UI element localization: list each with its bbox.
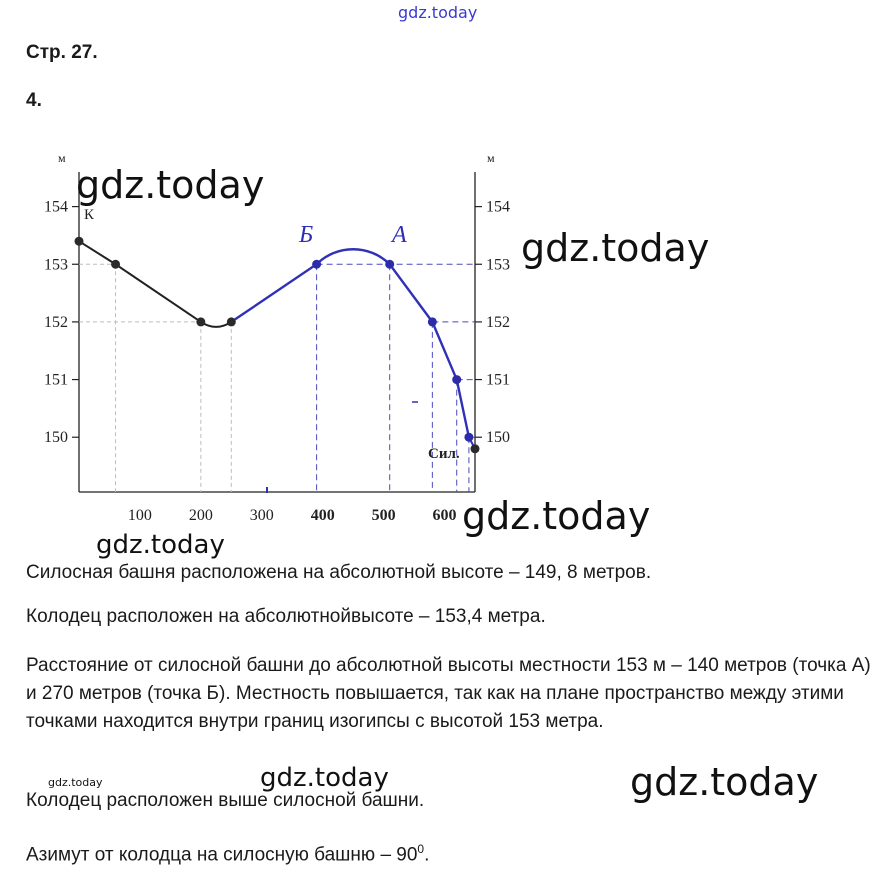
y-tick-label-right: 154: [486, 198, 510, 216]
label-start: К: [84, 207, 95, 223]
paragraph-1: Силосная башня расположена на абсолютной высоте – 149, 8 метров.: [26, 562, 652, 583]
x-tick-group: [128, 507, 457, 524]
profile-line-blue: [231, 249, 469, 437]
y-tick-label-left: 152: [44, 313, 68, 331]
x-tick-label: 200: [188, 507, 213, 524]
profile-point: [464, 433, 473, 442]
paragraph-3: Расстояние от силосной башни до абсолютной высоты местности 153 м – 140 метров (точка А) и 270 метров (точка Б). Местность повышается, так как на плане пространство между этими точками находится внутри границ изогипсы с высотой 153 метра.: [26, 655, 871, 732]
watermark-2: gdz.today: [521, 226, 710, 270]
label-point-a: А: [392, 222, 407, 248]
profile-point: [111, 260, 120, 269]
watermark-6: gdz.today: [260, 763, 389, 793]
profile-point: [452, 375, 461, 384]
x-tick-label: 600: [432, 507, 457, 524]
x-tick-label: 300: [249, 507, 274, 524]
watermark-5: gdz.today: [48, 776, 103, 789]
y-tick-label-left: 151: [44, 371, 68, 389]
profile-line-black: [79, 241, 231, 327]
watermark-top: gdz.today: [398, 3, 478, 22]
y-tick-label-right: 152: [486, 313, 510, 331]
y-tick-label-right: 150: [486, 429, 510, 447]
y-tick-group: [44, 199, 510, 447]
azimuth-text: Азимут от колодца на силосную башню – 90: [26, 844, 418, 866]
y-tick-label-left: 153: [44, 256, 68, 274]
profile-point: [312, 260, 321, 269]
watermark-7: gdz.today: [630, 760, 819, 804]
profile-point: [428, 317, 437, 326]
azimuth-line: [26, 835, 876, 869]
task-number: 4.: [26, 90, 42, 111]
y-tick-label-left: 154: [44, 198, 68, 216]
y-unit-right: м: [487, 151, 495, 165]
x-tick-label: 100: [127, 507, 152, 524]
watermark-4: gdz.today: [96, 530, 225, 560]
azimuth-degree: 0: [417, 842, 425, 856]
label-end: Сил.: [428, 446, 460, 462]
paragraph-4: Колодец расположен выше силосной башни.: [26, 790, 425, 811]
paragraph-2: Колодец расположен на абсолютнойвысоте – 153,4 метра.: [26, 606, 546, 627]
azimuth-end: .: [424, 844, 430, 866]
y-tick-label-left: 150: [44, 429, 68, 447]
y-tick-label-right: 153: [486, 256, 510, 274]
profile-points: [75, 237, 480, 454]
x-tick-label: 500: [371, 507, 396, 524]
profile-point: [385, 260, 394, 269]
watermark-3: gdz.today: [462, 494, 651, 538]
profile-point: [75, 237, 84, 246]
profile-point: [227, 317, 236, 326]
watermark-1: gdz.today: [76, 163, 265, 207]
x-tick-label: 400: [310, 507, 335, 524]
y-tick-label-right: 151: [486, 371, 510, 389]
label-point-b: Б: [299, 222, 314, 248]
page-heading: Стр. 27.: [26, 42, 98, 63]
profile-point: [471, 444, 480, 453]
profile-point: [196, 317, 205, 326]
y-unit-left: м: [58, 151, 66, 165]
